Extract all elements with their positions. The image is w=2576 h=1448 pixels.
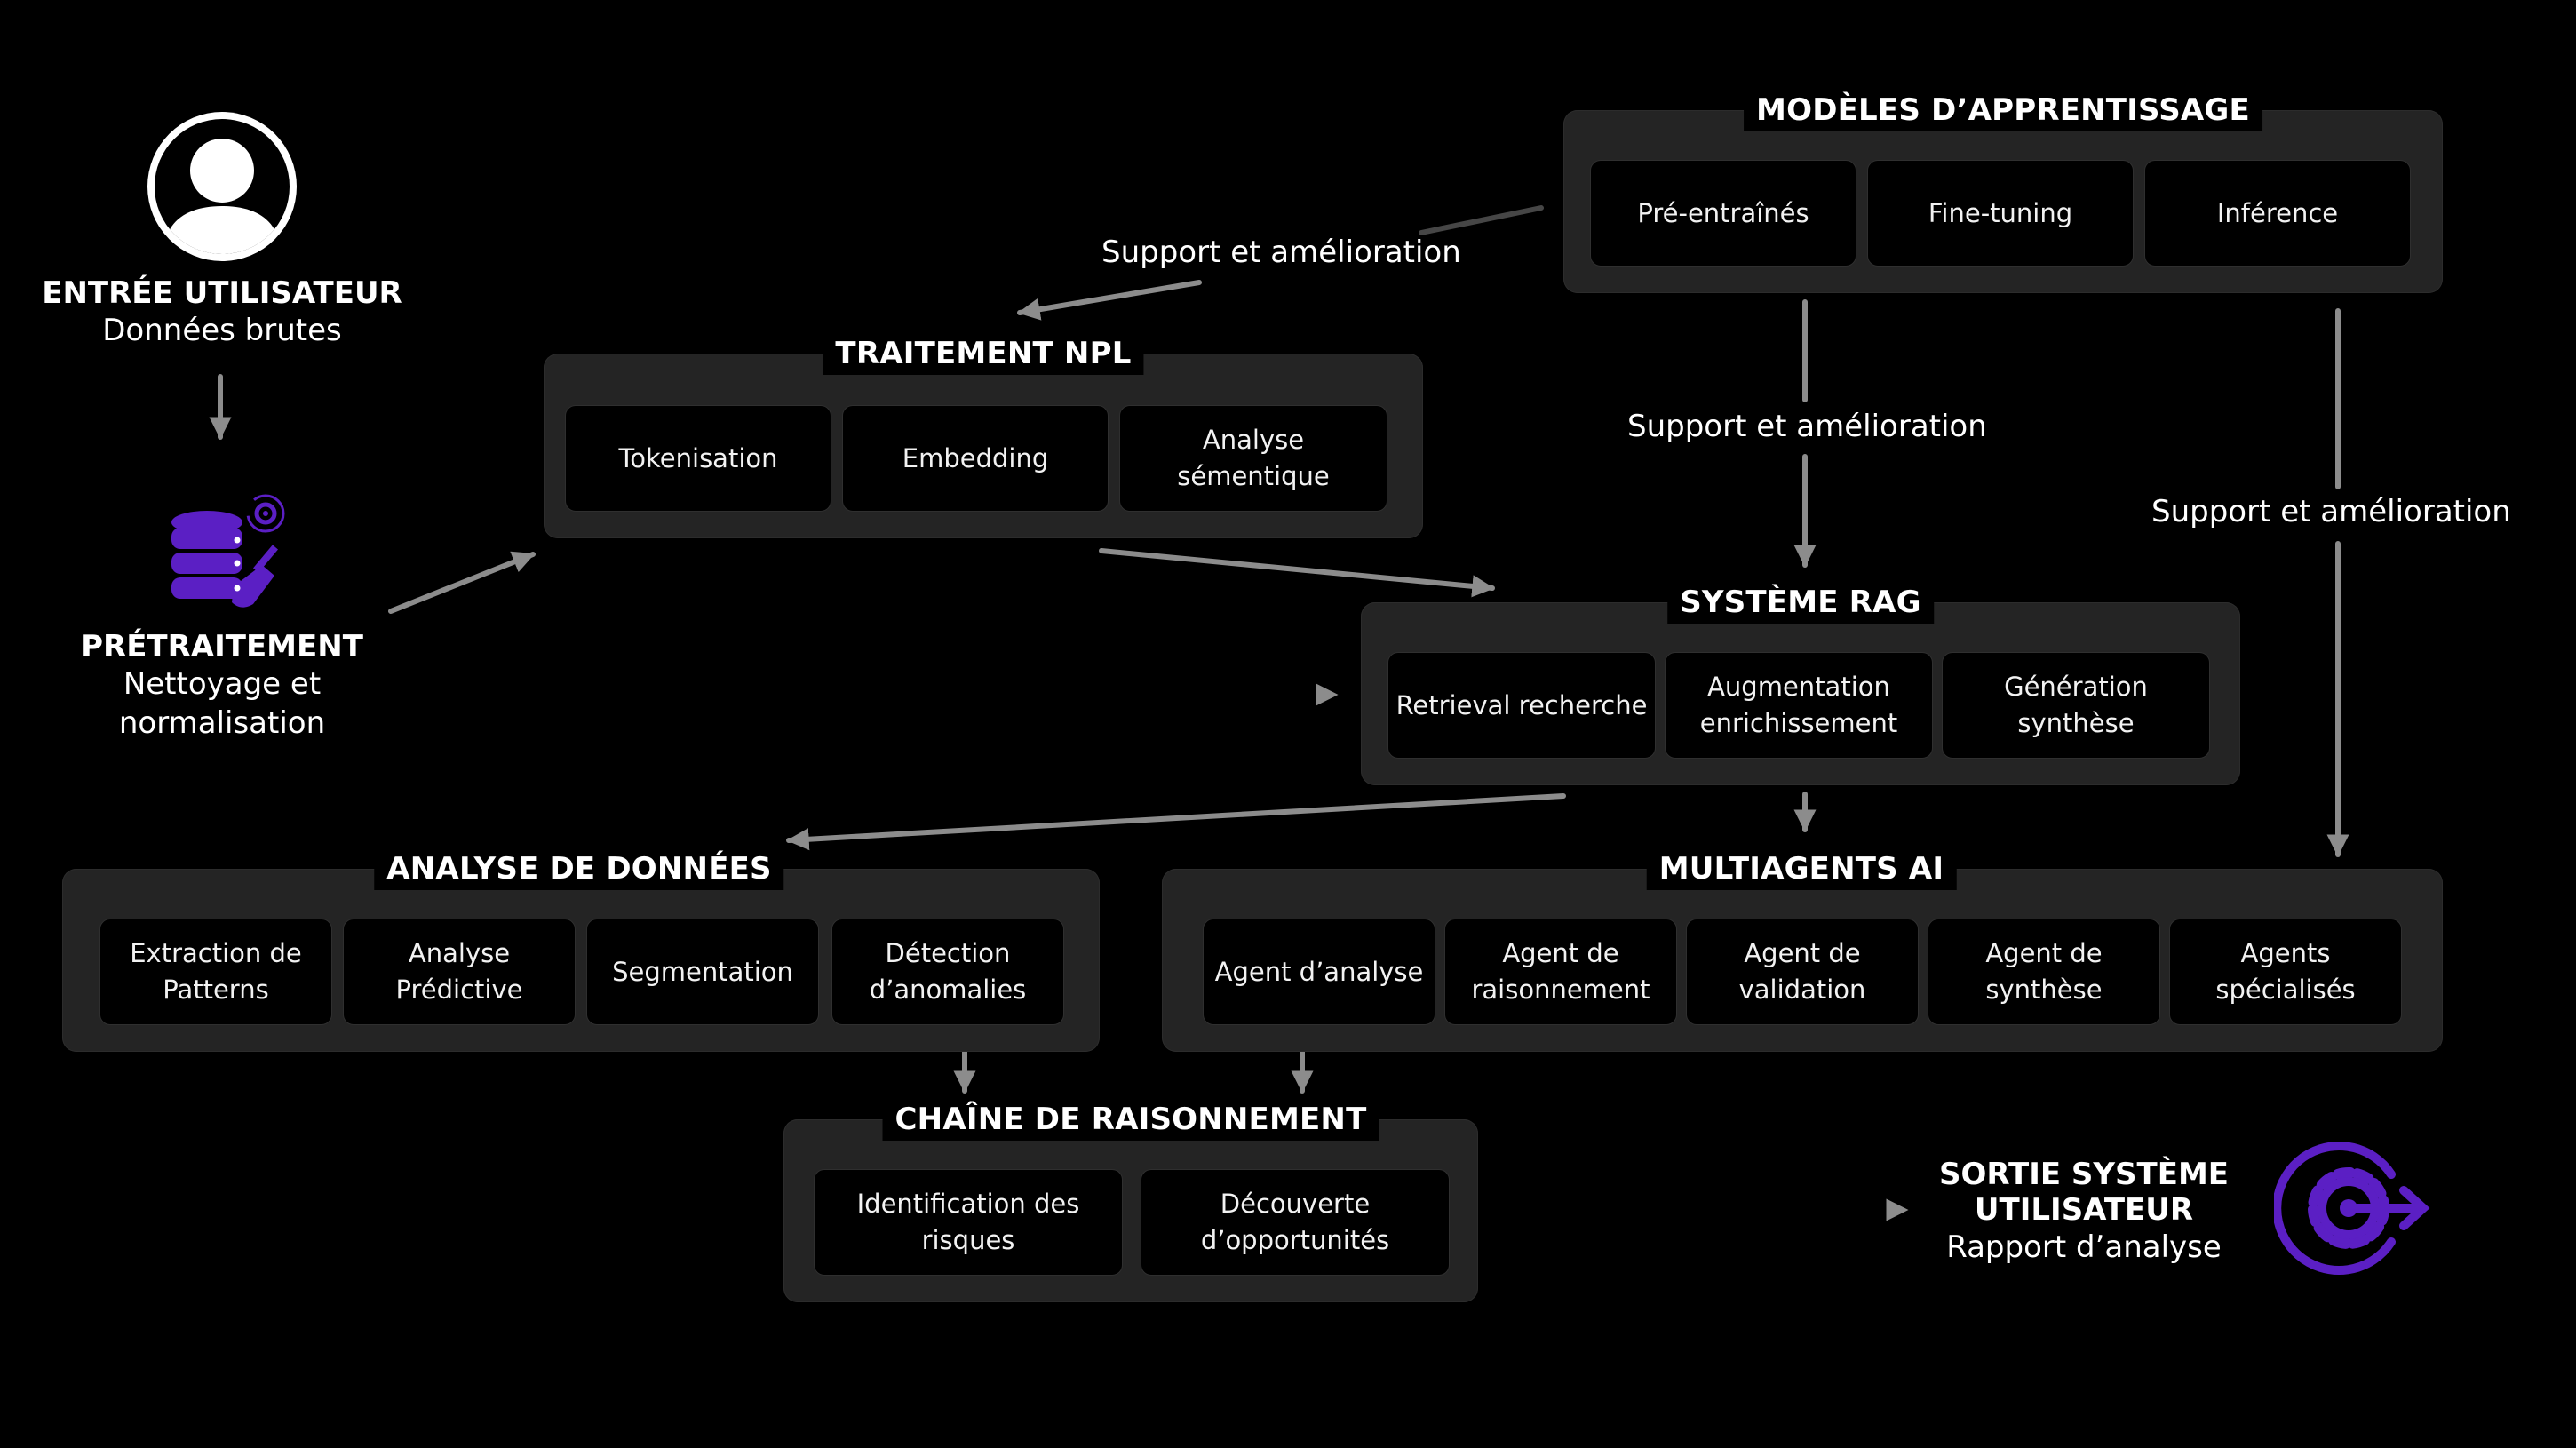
analysis-item-predictive: Analyse Prédictive <box>343 919 576 1025</box>
npl-title: TRAITEMENT NPL <box>823 332 1143 375</box>
gear-export-icon <box>2274 1137 2434 1279</box>
agents-item-analysis: Agent d’analyse <box>1203 919 1435 1025</box>
rag-item-retrieval: Retrieval recherche <box>1387 652 1656 759</box>
arrow-npl-to-rag <box>1101 551 1492 588</box>
models-panel <box>1563 92 2443 293</box>
database-cleaning-icon <box>155 487 289 617</box>
models-item-finetuning: Fine-tuning <box>1867 160 2134 267</box>
preprocessing-subtitle-line-1: Nettoyage et <box>123 666 322 702</box>
analysis-item-segmentation: Segmentation <box>586 919 819 1025</box>
analysis-item-patterns: Extraction de Patterns <box>99 919 332 1025</box>
output-title-line-2: UTILISATEUR <box>1974 1192 2194 1228</box>
models-item-pretrained: Pré-entraînés <box>1590 160 1856 267</box>
output-title-line-1: SORTIE SYSTÈME <box>1938 1157 2230 1192</box>
agents-item-reasoning: Agent de raisonnement <box>1444 919 1677 1025</box>
preprocessing-subtitle-line-2: normalisation <box>118 705 326 741</box>
output-node <box>1933 1157 2235 1267</box>
reasoning-title: CHAÎNE DE RAISONNEMENT <box>883 1098 1379 1141</box>
rag-title: SYSTÈME RAG <box>1667 581 1934 624</box>
npl-item-semantic-analysis: Analyse sémentique <box>1119 405 1387 512</box>
output-subtitle: Rapport d’analyse <box>1946 1229 2222 1265</box>
rag-panel <box>1361 585 2240 785</box>
arrow-models-to-npl <box>1421 208 1541 233</box>
reasoning-item-opportunities: Découverte d’opportunités <box>1141 1169 1450 1276</box>
agents-item-synthesis: Agent de synthèse <box>1928 919 2160 1025</box>
input-node <box>36 107 409 350</box>
agents-panel <box>1162 851 2443 1052</box>
npl-item-embedding: Embedding <box>842 405 1109 512</box>
reasoning-item-risks: Identification des risques <box>814 1169 1123 1276</box>
models-title: MODÈLES D’APPRENTISSAGE <box>1744 89 2262 131</box>
arrow-rag-to-analysis <box>789 796 1563 840</box>
arrow-preprocessing-to-npl <box>391 554 533 611</box>
rag-item-augmentation: Augmentation enrichissement <box>1665 652 1933 759</box>
support-label-npl: Support et amélioration <box>1101 235 1461 270</box>
agents-title: MULTIAGENTS AI <box>1647 847 1957 890</box>
models-item-inference: Inférence <box>2144 160 2411 267</box>
npl-panel <box>544 336 1423 538</box>
analysis-item-anomalies: Détection d’anomalies <box>831 919 1064 1025</box>
preprocessing-title: PRÉTRAITEMENT <box>81 629 363 664</box>
analysis-title: ANALYSE DE DONNÉES <box>374 847 783 890</box>
preprocessing-node <box>36 487 409 743</box>
user-avatar-icon <box>142 107 302 267</box>
rag-item-generation: Génération synthèse <box>1942 652 2210 759</box>
agents-item-validation: Agent de validation <box>1686 919 1919 1025</box>
analysis-panel <box>62 851 1100 1052</box>
agents-item-specialized: Agents spécialisés <box>2169 919 2402 1025</box>
npl-item-tokenisation: Tokenisation <box>565 405 831 512</box>
support-label-agents: Support et amélioration <box>2151 494 2511 529</box>
input-title: ENTRÉE UTILISATEUR <box>42 275 402 311</box>
input-subtitle: Données brutes <box>102 313 342 348</box>
reasoning-panel <box>783 1102 1478 1302</box>
support-label-rag: Support et amélioration <box>1627 409 1987 444</box>
arrow-models-to-npl-tip <box>1020 282 1199 313</box>
